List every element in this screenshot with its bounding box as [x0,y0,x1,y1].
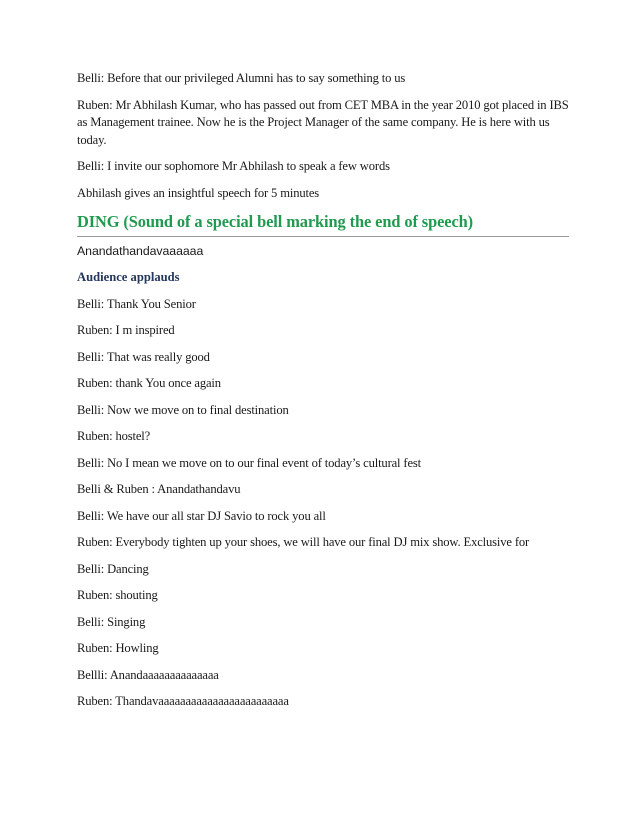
script-line: Ruben: hostel? [77,429,151,443]
script-line: Ruben: Everybody tighten up your shoes, we will have our final DJ mix show. Exclusive for [77,535,530,549]
script-line: Belli: That was really good [77,349,210,364]
script-line: Abhilash gives an insightful speech for 5 minutes [77,185,320,200]
section-heading: DING (Sound of a special bell marking the end of speech) [77,211,569,237]
script-line: Ruben: thank You once again [77,376,221,390]
script-line: Ruben: Howling [77,641,159,655]
script-line: Belli: Dancing [77,561,149,576]
script-line: Belli: Singing [77,614,146,629]
script-line: Belli: We have our all star DJ Savio to rock you all [77,508,326,523]
script-line: Ruben: Thandavaaaaaaaaaaaaaaaaaaaaaaaa [77,694,289,708]
script-line: Belli: Before that our privileged Alumni has to say something to us [77,71,406,85]
script-line: Belli: Now we move on to final destination [77,402,289,417]
document-page [77,70,569,720]
script-line: Belli: Thank You Senior [77,296,196,311]
script-line: Ruben: shouting [77,588,158,602]
sub-heading: Audience applauds [77,270,180,284]
script-line: Belli: No I mean we move on to our final event of today’s cultural fest [77,455,421,470]
script-line: Ruben: I m inspired [77,323,175,337]
script-line: Belli & Ruben : Anandathandavu [77,482,241,496]
script-line: Bellli: Anandaaaaaaaaaaaaaa [77,667,219,682]
script-line: Belli: I invite our sophomore Mr Abhilash to speak a few words [77,159,390,173]
script-line: Anandathandavaaaaaa [77,244,204,258]
script-line: Ruben: Mr Abhilash Kumar, who has passed out from CET MBA in the year 2010 got placed in IBS as Management trainee. Now he is the Project Manager of the same company. He is here with us today. [77,97,569,147]
